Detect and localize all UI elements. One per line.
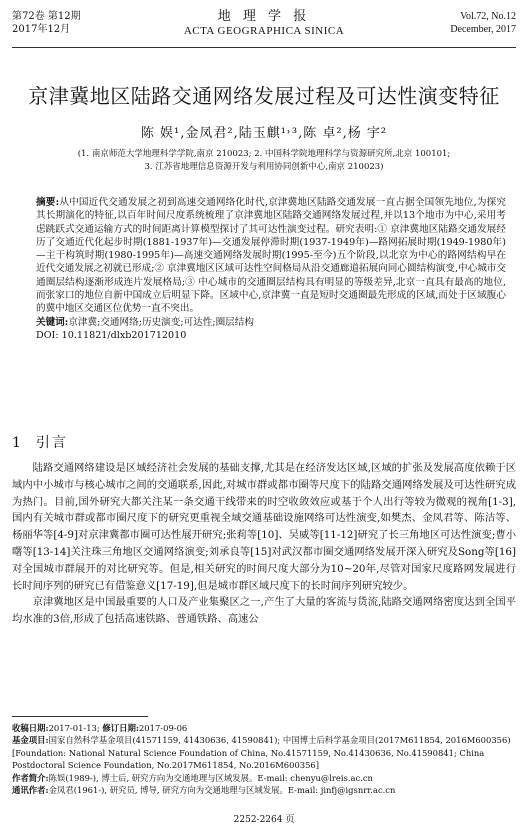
revised-label: 修订日期: — [102, 723, 139, 733]
received-label: 收稿日期: — [12, 723, 49, 733]
paper-title: 京津冀地区陆路交通网络发展过程及可达性演变特征 — [28, 84, 500, 108]
running-header — [12, 10, 516, 46]
abstract-text: 从中国近代交通发展之初到高速交通网络化时代,京津冀地区陆路交通发展一直占据全国领先地位,为探究其长期演化的特征,以百年时间尺度系统梳理了京津冀地区陆路交通网络发展过程,并以13个地市为中心,采用考虑跳跃式交通运输方式的时间距离计算模型探讨了其可达性演变过程。研究表明:① 京津冀地区陆路交通发展经历了交通近代化起步时期(1881-1937年)—交通发展停滞时期(1937-1949年)—路网拓展时期(1949-1980年)—主干构筑时期(1980-1995年)—高速交通网络发展时期(1995-至今)五个阶段,以北京为中心的路网结构早在近代交通发展之初就已形成;② 京津冀地区区域可达性空间格局从沿交通廊道拓展向同心圆结构演变,中心城市交通圈层结构逐渐形成连片发展格局;③ 中心城市的交通圈层结构具有明显的等级差异,北京一直具有最高的地位,而张家口的地位自新中国成立后明显下降。区域中心,京津冀一直是短时交通圈最先形成的区域,而处于区域腹心的冀中地区交通区位优势一直不突出。 — [36, 197, 506, 315]
date-cn: 2017年12月 — [12, 24, 71, 35]
header-center — [12, 10, 516, 38]
section-title: 引言 — [35, 435, 68, 451]
corresponding-author: 金凤君(1961-), 研究员, 博导, 研究方向为交通地理与区域发展。E-mail: jinfj@igsnrr.ac.cn — [48, 785, 396, 796]
volume-en: Vol.72, No.12 — [460, 11, 516, 22]
body-text — [12, 460, 516, 628]
volume-cn: 第72卷 第12期 — [12, 11, 81, 22]
author-bio: 陈娱(1989-), 博士后, 研究方向为交通地理与区域发展。E-mail: chenyu@lreis.ac.cn — [48, 772, 373, 783]
author-list: 陈 娱¹,金凤君²,陆玉麒¹˒³,陈 卓²,杨 宇² — [140, 126, 388, 141]
header-right — [450, 10, 516, 36]
date-en: December, 2017 — [450, 24, 516, 35]
paragraph: 陆路交通网络建设是区域经济社会发展的基础支撑,尤其是在经济发达区域,区域的扩张及发展高度依赖于区域内中小城市与核心城市之间的交通联系,因此,对城市群或都市圈等尺度下的陆路交通网络发展及可达性研究成为热门。目前,国外研究大都关注某一条交通干线带来的时空收敛效应或基于个人出行等较为微观的视角[1-3],国内有关城市群或都市圈尺度下的研究更重视全域交通基础设施网络可达性演变,如樊杰、金凤君等、陈洁等、杨丽华等[4-9]对京津冀都市圈可达性展开研究;张莉等[10]、吴威等[11-12]研究了长三角地区可达性演变;曹小曙等[13-14]关注珠三角地区交通网络演变;刘承良等[15]对武汉都市圈交通网络发展开深入研究及Song等[16]对全国城市群展开的对比研究等。但是,相关研究的时间尺度大部分为10~20年,尽管对国家尺度路网发展进行长时间序列的研究已有借鉴意义[17-19],但是城市群区域尺度下的长时间序列研究较少。 — [12, 462, 516, 592]
journal-name-cn: 地 理 学 报 — [217, 9, 311, 24]
keywords-label: 关键词: — [36, 316, 69, 328]
corresponding-label: 通讯作者: — [12, 785, 49, 796]
fund-label: 基金项目: — [12, 735, 49, 746]
abstract-label: 摘要: — [36, 197, 60, 208]
journal-name-en: ACTA GEOGRAPHICA SINICA — [183, 25, 345, 37]
header-rule — [12, 47, 516, 48]
keywords-text: 京津冀;交通网络;历史演变;可达性;圈层结构 — [68, 316, 254, 328]
received-date: 2017-01-13; — [48, 723, 100, 733]
section-heading — [12, 432, 68, 452]
footnote-block — [12, 722, 516, 796]
doi: DOI: 10.11821/dlxb201712010 — [36, 329, 187, 341]
revised-date: 2017-09-06 — [138, 723, 188, 733]
section-number: 1 — [12, 435, 23, 451]
affiliation-line: (1. 南京师范大学地理科学学院,南京 210023; 2. 中国科学院地理科学与资源研究所,北京 100101; — [77, 149, 451, 159]
footnote-rule — [12, 716, 148, 717]
page-range: 2252-2264 页 — [233, 815, 295, 825]
affiliation-line: 3. 江苏省地理信息资源开发与利用协同创新中心,南京 210023) — [144, 162, 384, 172]
abstract-block — [36, 196, 506, 342]
paragraph: 京津冀地区是中国最重要的人口及产业集聚区之一,产生了大量的客流与货流,陆路交通网络密度达到全国平均水准的3倍,形成了包括高速铁路、普通铁路、高速公 — [12, 596, 516, 626]
fund-text: 国家自然科学基金项目(41571159, 41430636, 41590841); 中国博士后科学基金项目(2017M611854, 2016M600356) [Foundation: National Natural Science Foundation of China, No.41571159, No.41430636, No.41590841; China Postdoctoral Science Foundation, No.2017M611854, No.2016M600356] — [12, 735, 511, 771]
affiliations — [20, 148, 508, 174]
author-bio-label: 作者简介: — [12, 772, 49, 783]
